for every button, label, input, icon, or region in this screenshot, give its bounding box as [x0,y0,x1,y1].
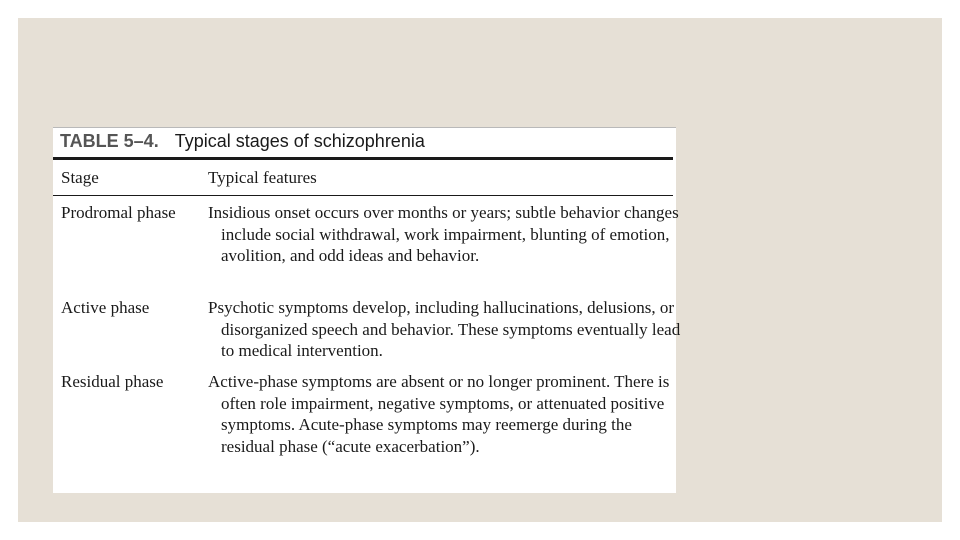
stage-cell: Residual phase [61,372,164,391]
top-border [53,127,676,128]
header-stage: Stage [61,168,99,187]
table-title: Typical stages of schizophrenia [174,131,425,151]
table-figure [53,127,681,493]
table-caption [60,131,425,152]
features-cell: Insidious onset occurs over months or years; subtle behavior changes include social withdrawal, work impairment, blunting of emotion, avolition, and odd ideas and behavior. [208,203,679,266]
slide-background [18,18,942,522]
stage-cell: Active phase [61,298,150,317]
features-cell: Psychotic symptoms develop, including hallucinations, delusions, or disorganized speech and behavior. These symptoms eventually lead to medical intervention. [208,298,681,361]
caption-divider [53,157,673,160]
stage-cell: Prodromal phase [61,203,176,222]
table-number: TABLE 5–4. [60,131,159,151]
header-divider [53,195,673,196]
header-features: Typical features [208,168,317,187]
features-cell: Active-phase symptoms are absent or no longer prominent. There is often role impairment, negative symptoms, or attenuated positive symptoms. Acute-phase symptoms may reemerge during the residual phase (“acute exacerbation”). [208,372,670,457]
